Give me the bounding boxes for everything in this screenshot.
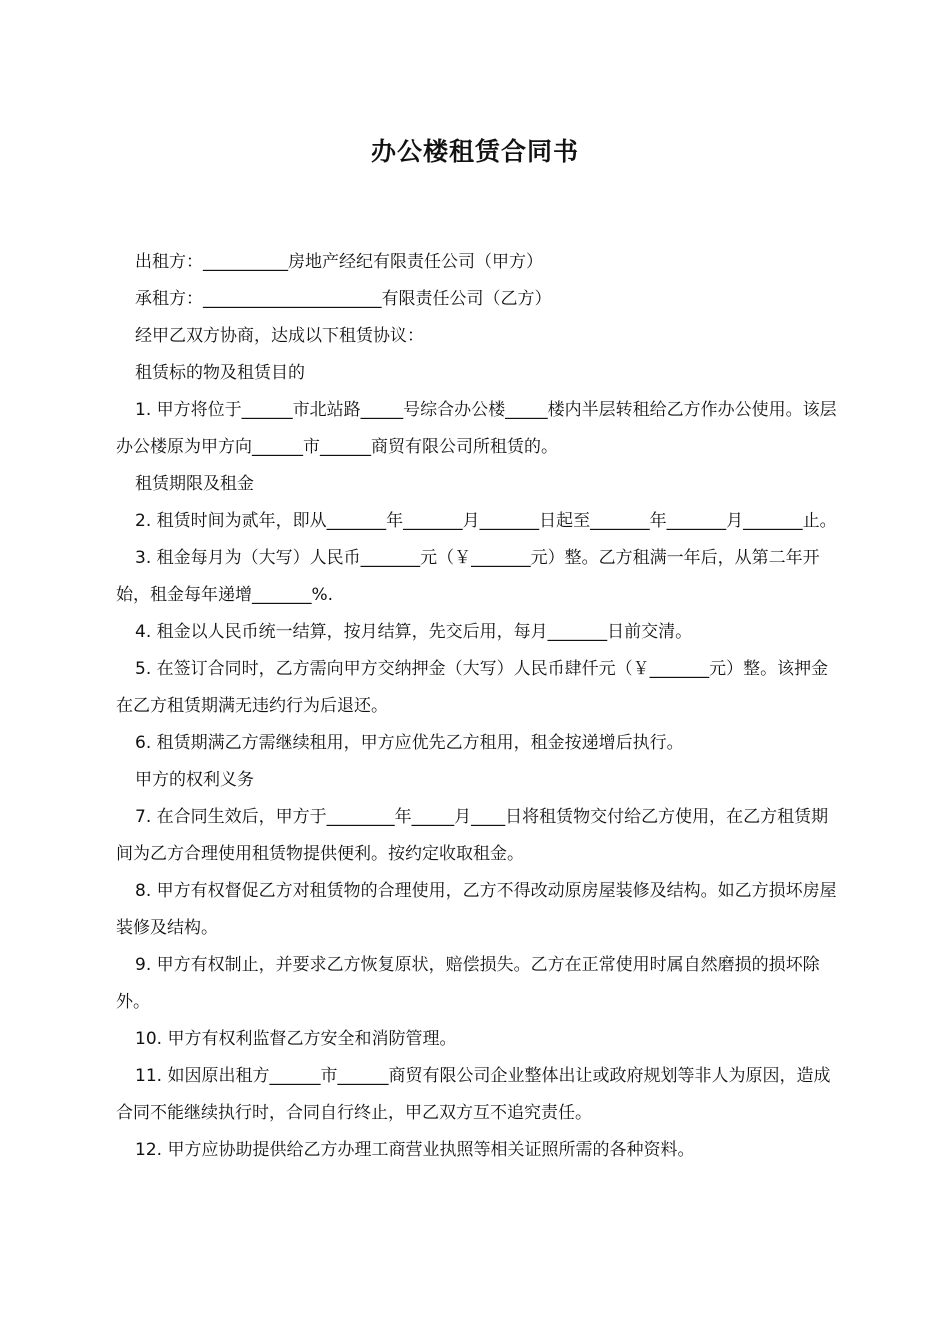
section-heading: 租赁期限及租金	[135, 474, 254, 494]
clause-2: 2. 租赁时间为贰年，即从_______年_______月_______日起至_______年_______月_______止。	[135, 511, 837, 531]
section-heading: 甲方的权利义务	[135, 770, 254, 790]
clause-10: 10. 甲方有权利监督乙方安全和消防管理。	[135, 1029, 457, 1049]
section-heading: 租赁标的物及租赁目的	[135, 363, 305, 383]
clause-5: 5. 在签订合同时，乙方需向甲方交纳押金（大写）人民币肆仟元（￥_______元）整。该押金在乙方租赁期满无违约行为后退还。	[116, 659, 829, 716]
clause-12: 12. 甲方应协助提供给乙方办理工商营业执照等相关证照所需的各种资料。	[135, 1140, 695, 1160]
lessor-line: 出租方：__________房地产经纪有限责任公司（甲方）	[135, 252, 543, 272]
clause-4: 4. 租金以人民币统一结算，按月结算，先交后用，每月_______日前交清。	[135, 622, 693, 642]
document-body	[116, 244, 840, 1169]
clause-8: 8. 甲方有权督促乙方对租赁物的合理使用，乙方不得改动原房屋装修及结构。如乙方损坏房屋装修及结构。	[116, 881, 837, 938]
clause-7: 7. 在合同生效后，甲方于________年_____月____日将租赁物交付给乙方使用，在乙方租赁期间为乙方合理使用租赁物提供便利。按约定收取租金。	[116, 807, 829, 864]
document-title: 办公楼租赁合同书	[370, 137, 579, 166]
clause-1: 1. 甲方将位于______市北站路_____号综合办公楼_____楼内半层转租给乙方作办公使用。该层办公楼原为甲方向______市______商贸有限公司所租赁的。	[116, 400, 837, 457]
clause-9: 9. 甲方有权制止，并要求乙方恢复原状，赔偿损失。乙方在正常使用时属自然磨损的损坏除外。	[116, 955, 820, 1012]
lessee-line: 承租方：_____________________有限责任公司（乙方）	[135, 289, 552, 309]
intro-line: 经甲乙双方协商，达成以下租赁协议：	[135, 326, 424, 346]
clause-3: 3. 租金每月为（大写）人民币_______元（￥_______元）整。乙方租满一年后，从第二年开始，租金每年递增_______%.	[116, 548, 820, 605]
clause-11: 11. 如因原出租方______市______商贸有限公司企业整体出让或政府规划等非人为原因，造成合同不能继续执行时，合同自行终止，甲乙双方互不追究责任。	[116, 1066, 831, 1123]
clause-6: 6. 租赁期满乙方需继续租用，甲方应优先乙方租用，租金按递增后执行。	[135, 733, 684, 753]
